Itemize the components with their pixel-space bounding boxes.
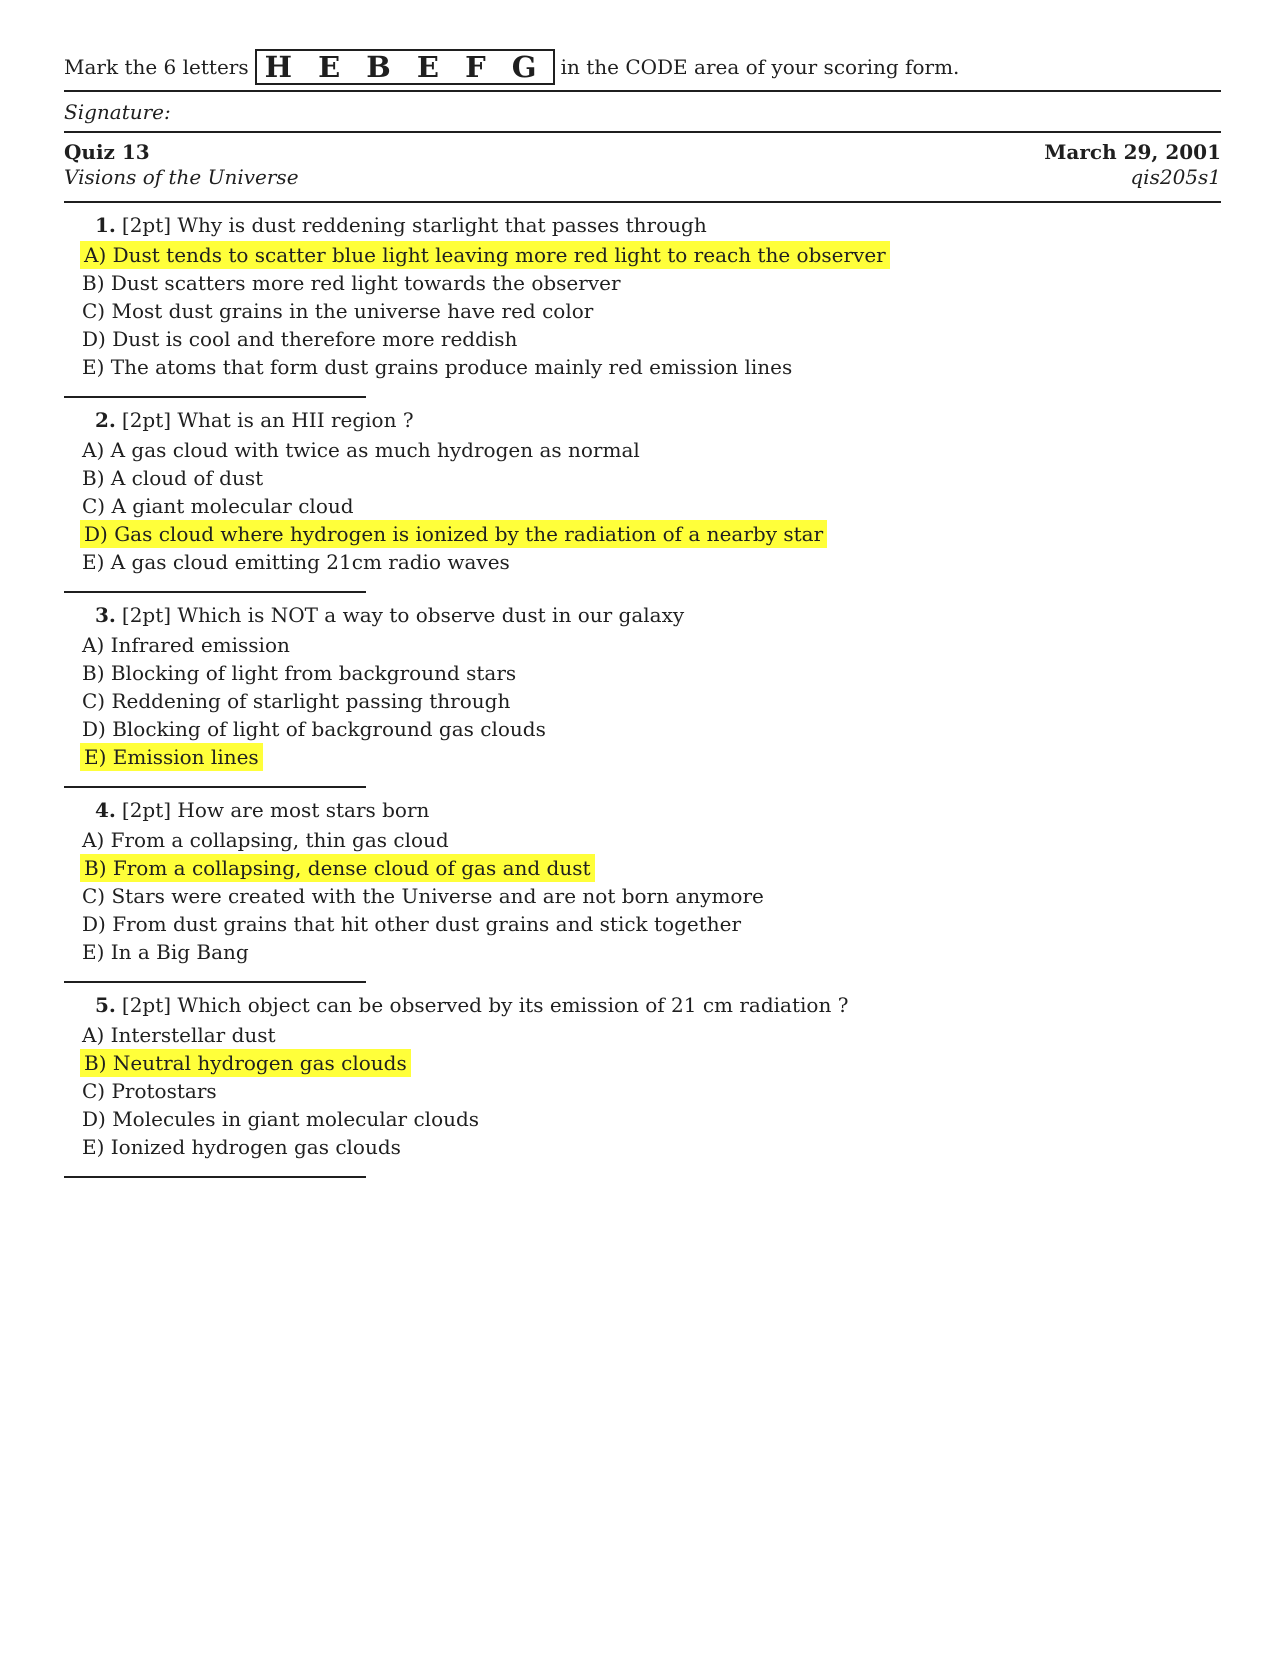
answer-choice: E) A gas cloud emitting 21cm radio waves: [82, 550, 510, 574]
question-number: 4.: [95, 798, 116, 822]
question-text: [2pt] What is an HII region ?: [121, 408, 414, 432]
question-number: 5.: [95, 993, 116, 1017]
divider: [64, 131, 1221, 133]
answer-choice: A) From a collapsing, thin gas cloud: [82, 828, 449, 852]
answer-choice: E) In a Big Bang: [82, 940, 249, 964]
answer-choice-highlighted: A) Dust tends to scatter blue light leaving more red light to reach the observer: [84, 243, 886, 267]
question-divider: [64, 981, 366, 983]
question-number: 1.: [95, 213, 116, 237]
quiz-id: qis205s1: [1130, 165, 1221, 189]
answer-choice: D) Dust is cool and therefore more reddish: [82, 327, 518, 351]
answer-choice-highlighted: B) From a collapsing, dense cloud of gas and dust: [84, 856, 591, 880]
code-prefix: Mark the 6 letters: [64, 55, 249, 79]
course-name: Visions of the Universe: [64, 165, 299, 189]
question-title: [95, 213, 707, 237]
question-text: [2pt] Which is NOT a way to observe dust in our galaxy: [121, 603, 685, 627]
answer-choice: A) A gas cloud with twice as much hydrogen as normal: [82, 438, 640, 462]
quiz-title: Quiz 13: [64, 140, 150, 164]
divider: [64, 201, 1221, 203]
answer-choice-highlighted: D) Gas cloud where hydrogen is ionized by the radiation of a nearby star: [84, 522, 824, 546]
question-text: [2pt] Which object can be observed by its emission of 21 cm radiation ?: [121, 993, 849, 1017]
answer-choice: C) Reddening of starlight passing through: [82, 689, 511, 713]
question-title: [95, 408, 414, 432]
question-title: [95, 603, 684, 627]
answer-choice-highlighted: B) Neutral hydrogen gas clouds: [84, 1051, 407, 1075]
answer-choice: B) Blocking of light from background stars: [82, 661, 517, 685]
answer-choice: C) Most dust grains in the universe have red color: [82, 299, 594, 323]
answer-choice: A) Infrared emission: [82, 633, 290, 657]
code-suffix: in the CODE area of your scoring form.: [560, 55, 960, 79]
question-number: 3.: [95, 603, 116, 627]
code-letters-box: H E B E F G: [255, 49, 555, 85]
question-title: [95, 993, 848, 1017]
signature-label: Signature:: [64, 100, 171, 124]
answer-choice: D) From dust grains that hit other dust grains and stick together: [82, 912, 742, 936]
question-divider: [64, 591, 366, 593]
code-instruction: [64, 48, 959, 86]
answer-choice: A) Interstellar dust: [82, 1023, 276, 1047]
answer-choice: C) A giant molecular cloud: [82, 494, 354, 518]
quiz-date: March 29, 2001: [1044, 140, 1221, 164]
divider: [64, 90, 1221, 92]
question-text: [2pt] How are most stars born: [121, 798, 430, 822]
quiz-header-left: [64, 140, 299, 190]
question-divider: [64, 396, 366, 398]
question-number: 2.: [95, 408, 116, 432]
question-text: [2pt] Why is dust reddening starlight that passes through: [121, 213, 707, 237]
answer-choice: D) Blocking of light of background gas clouds: [82, 717, 546, 741]
question-title: [95, 798, 429, 822]
answer-choice: D) Molecules in giant molecular clouds: [82, 1107, 480, 1131]
answer-choice: B) Dust scatters more red light towards the observer: [82, 271, 621, 295]
answer-choice: B) A cloud of dust: [82, 466, 264, 490]
answer-choice: E) The atoms that form dust grains produce mainly red emission lines: [82, 355, 793, 379]
answer-choice: E) Ionized hydrogen gas clouds: [82, 1135, 401, 1159]
question-divider: [64, 1176, 366, 1178]
quiz-header-right: [1044, 140, 1221, 190]
question-divider: [64, 786, 366, 788]
answer-choice-highlighted: E) Emission lines: [84, 745, 259, 769]
answer-choice: C) Stars were created with the Universe and are not born anymore: [82, 884, 764, 908]
answer-choice: C) Protostars: [82, 1079, 217, 1103]
